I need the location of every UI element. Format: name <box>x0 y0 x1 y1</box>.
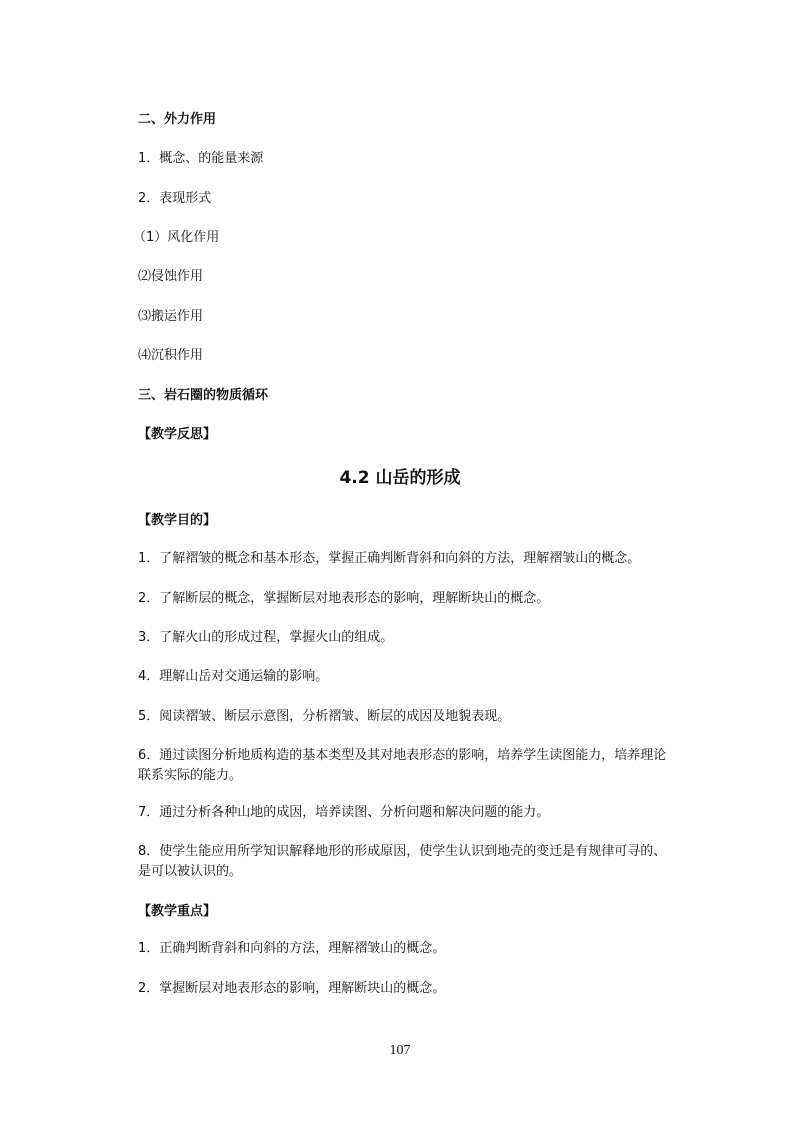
list-item: 4．理解山岳对交通运输的影响。 <box>138 669 329 684</box>
list-item: 2．表现形式 <box>138 191 212 206</box>
list-item: 1．概念、的能量来源 <box>138 151 264 166</box>
list-item: 7．通过分析各种山地的成因，培养读图、分析问题和解决问题的能力。 <box>138 805 550 820</box>
list-item: 8．使学生能应用所学知识解释地形的形成原因，使学生认识到地壳的变迁是有规律可寻的、是可以被认识的。 <box>138 844 667 879</box>
section-heading-rock-cycle: 三、岩石圈的物质循环 <box>138 388 269 403</box>
list-item: 3．了解火山的形成过程，掌握火山的组成。 <box>138 630 394 645</box>
list-item: ⑵侵蚀作用 <box>138 269 204 284</box>
list-item: 5．阅读褶皱、断层示意图，分析褶皱、断层的成因及地貌表现。 <box>138 709 511 724</box>
list-item: 2．掌握断层对地表形态的影响，理解断块山的概念。 <box>138 981 446 996</box>
page-number: 107 <box>389 1043 411 1058</box>
list-item: ⑷沉积作用 <box>138 348 204 363</box>
section-heading-reflection: 【教学反思】 <box>138 427 217 442</box>
list-item: 1．正确判断背斜和向斜的方法，理解褶皱山的概念。 <box>138 941 446 956</box>
section-heading-objectives: 【教学目的】 <box>138 513 217 528</box>
section-heading-external-forces: 二、外力作用 <box>138 112 217 127</box>
section-heading-keypoints: 【教学重点】 <box>138 904 217 919</box>
list-item: 6．通过读图分析地质构造的基本类型及其对地表形态的影响，培养学生读图能力，培养理论联系实际的能力。 <box>138 748 667 783</box>
list-item: ⑶搬运作用 <box>138 309 204 324</box>
list-item: 2．了解断层的概念，掌握断层对地表形态的影响，理解断块山的概念。 <box>138 591 550 606</box>
list-item: 1．了解褶皱的概念和基本形态，掌握正确判断背斜和向斜的方法，理解褶皱山的概念。 <box>138 551 641 566</box>
lesson-title: 4.2 山岳的形成 <box>339 468 461 488</box>
list-item: （1）风化作用 <box>133 230 220 245</box>
